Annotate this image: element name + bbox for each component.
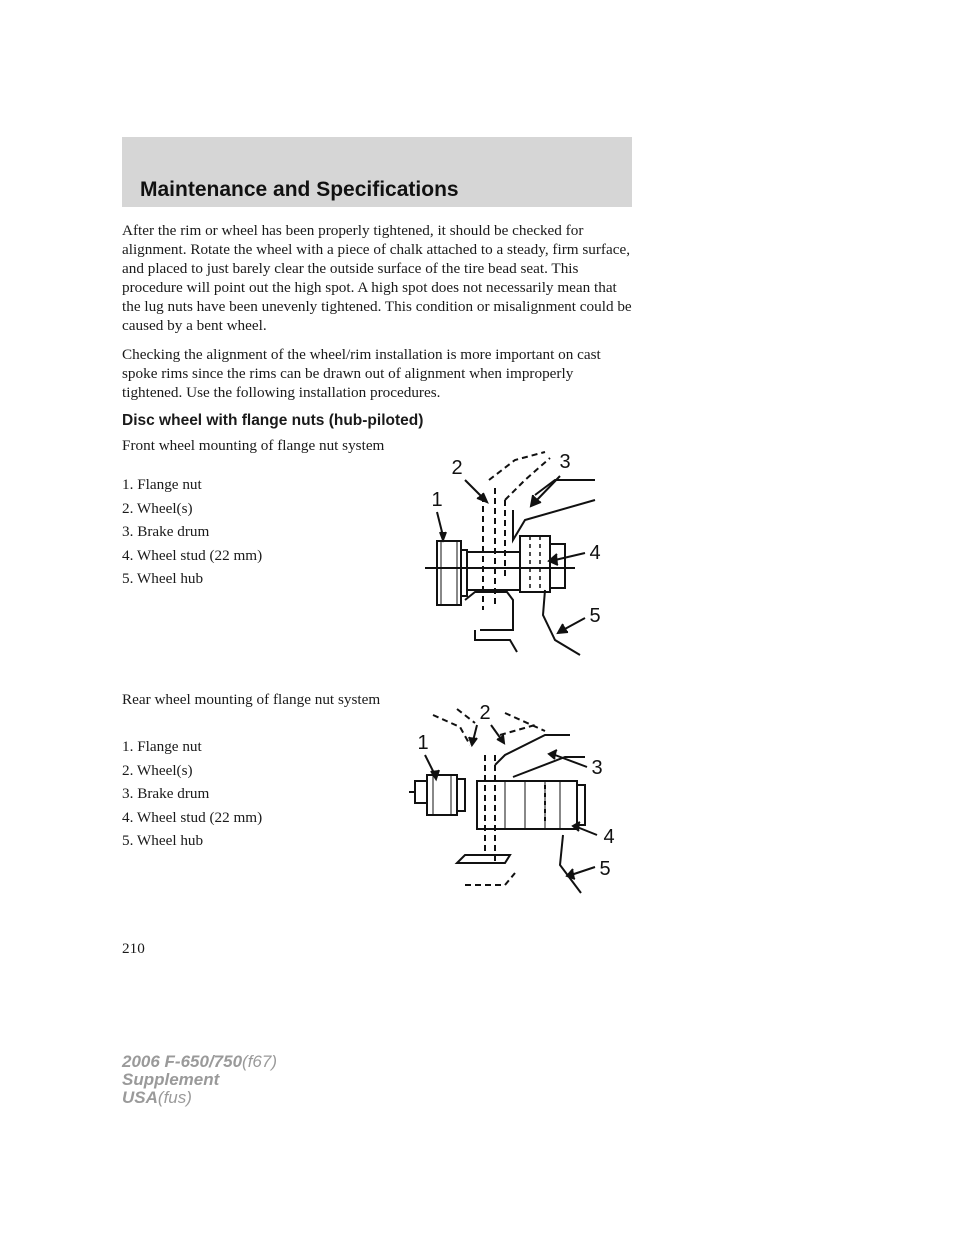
callout-4 — [589, 542, 600, 564]
callout-label: 5 — [589, 605, 601, 627]
footer-line-2: Supplement — [122, 1070, 220, 1089]
legend-item: 1. Flange nut — [122, 476, 202, 493]
callout-5 — [599, 858, 610, 880]
market-text: USA — [122, 1088, 158, 1107]
callout-label: 1 — [431, 489, 443, 511]
page-number: 210 — [122, 940, 145, 957]
market-code: (fus) — [157, 1088, 192, 1107]
legend-item: 2. Wheel(s) — [122, 761, 193, 779]
callout-5 — [589, 605, 600, 627]
legend-rear — [122, 737, 262, 855]
footer-line-3 — [122, 1089, 277, 1107]
callout-3 — [591, 757, 602, 779]
subheading-disc-wheel: Disc wheel with flange nuts (hub-piloted) — [122, 412, 424, 429]
legend-item: 1. Flange nut — [122, 738, 202, 755]
callout-label: 1 — [417, 732, 429, 754]
legend-front — [122, 475, 262, 593]
rear-wheel-diagram — [395, 695, 630, 895]
callout-2 — [479, 702, 490, 724]
figure-caption-rear: Rear wheel mounting of flange nut system — [122, 691, 381, 708]
callout-4 — [603, 826, 614, 848]
callout-label: 2 — [451, 457, 463, 479]
callout-label: 3 — [559, 451, 571, 473]
paragraph-cast-spoke-rims: Checking the alignment of the wheel/rim installation is more important on cast spoke rims since the rims can be drawn out of alignment when improperly tightened. Use the following installation procedures. — [122, 346, 601, 401]
callout-label: 4 — [603, 826, 615, 848]
legend-item: 2. Wheel(s) — [122, 499, 193, 517]
callout-1 — [424, 486, 450, 512]
callout-3 — [559, 451, 570, 473]
legend-item: 3. Brake drum — [122, 523, 210, 540]
model-code: (f67) — [242, 1052, 278, 1071]
figure-caption-front: Front wheel mounting of flange nut system — [122, 437, 385, 454]
legend-item: 5. Wheel hub — [122, 570, 204, 587]
legend-item: 5. Wheel hub — [122, 832, 204, 849]
callout-label: 3 — [591, 757, 603, 779]
legend-item: 4. Wheel stud (22 mm) — [122, 808, 263, 826]
front-wheel-diagram — [395, 440, 625, 660]
callout-label: 2 — [479, 702, 491, 724]
callout-2 — [451, 457, 462, 479]
footer-line-1 — [122, 1053, 277, 1071]
callout-1 — [417, 732, 428, 754]
model-text: 2006 F-650/750 — [122, 1052, 243, 1071]
section-title: Maintenance and Specifications — [140, 178, 459, 201]
callout-label: 5 — [599, 858, 611, 880]
legend-item: 4. Wheel stud (22 mm) — [122, 546, 263, 564]
paragraph-alignment-check: After the rim or wheel has been properly tightened, it should be checked for alignment. Rotate the wheel with a piece of chalk attached to a steady, firm surface, and placed to just barely clear the outside surface of the tire bead seat. This procedure will point out the high spot. A high spot does not necessarily mean that the lug nuts have been unevenly tightened. This condition or misalignment could be caused by a bent wheel. — [122, 222, 632, 334]
legend-item: 3. Brake drum — [122, 785, 210, 802]
callout-label: 4 — [589, 542, 601, 564]
footer — [122, 1053, 277, 1107]
